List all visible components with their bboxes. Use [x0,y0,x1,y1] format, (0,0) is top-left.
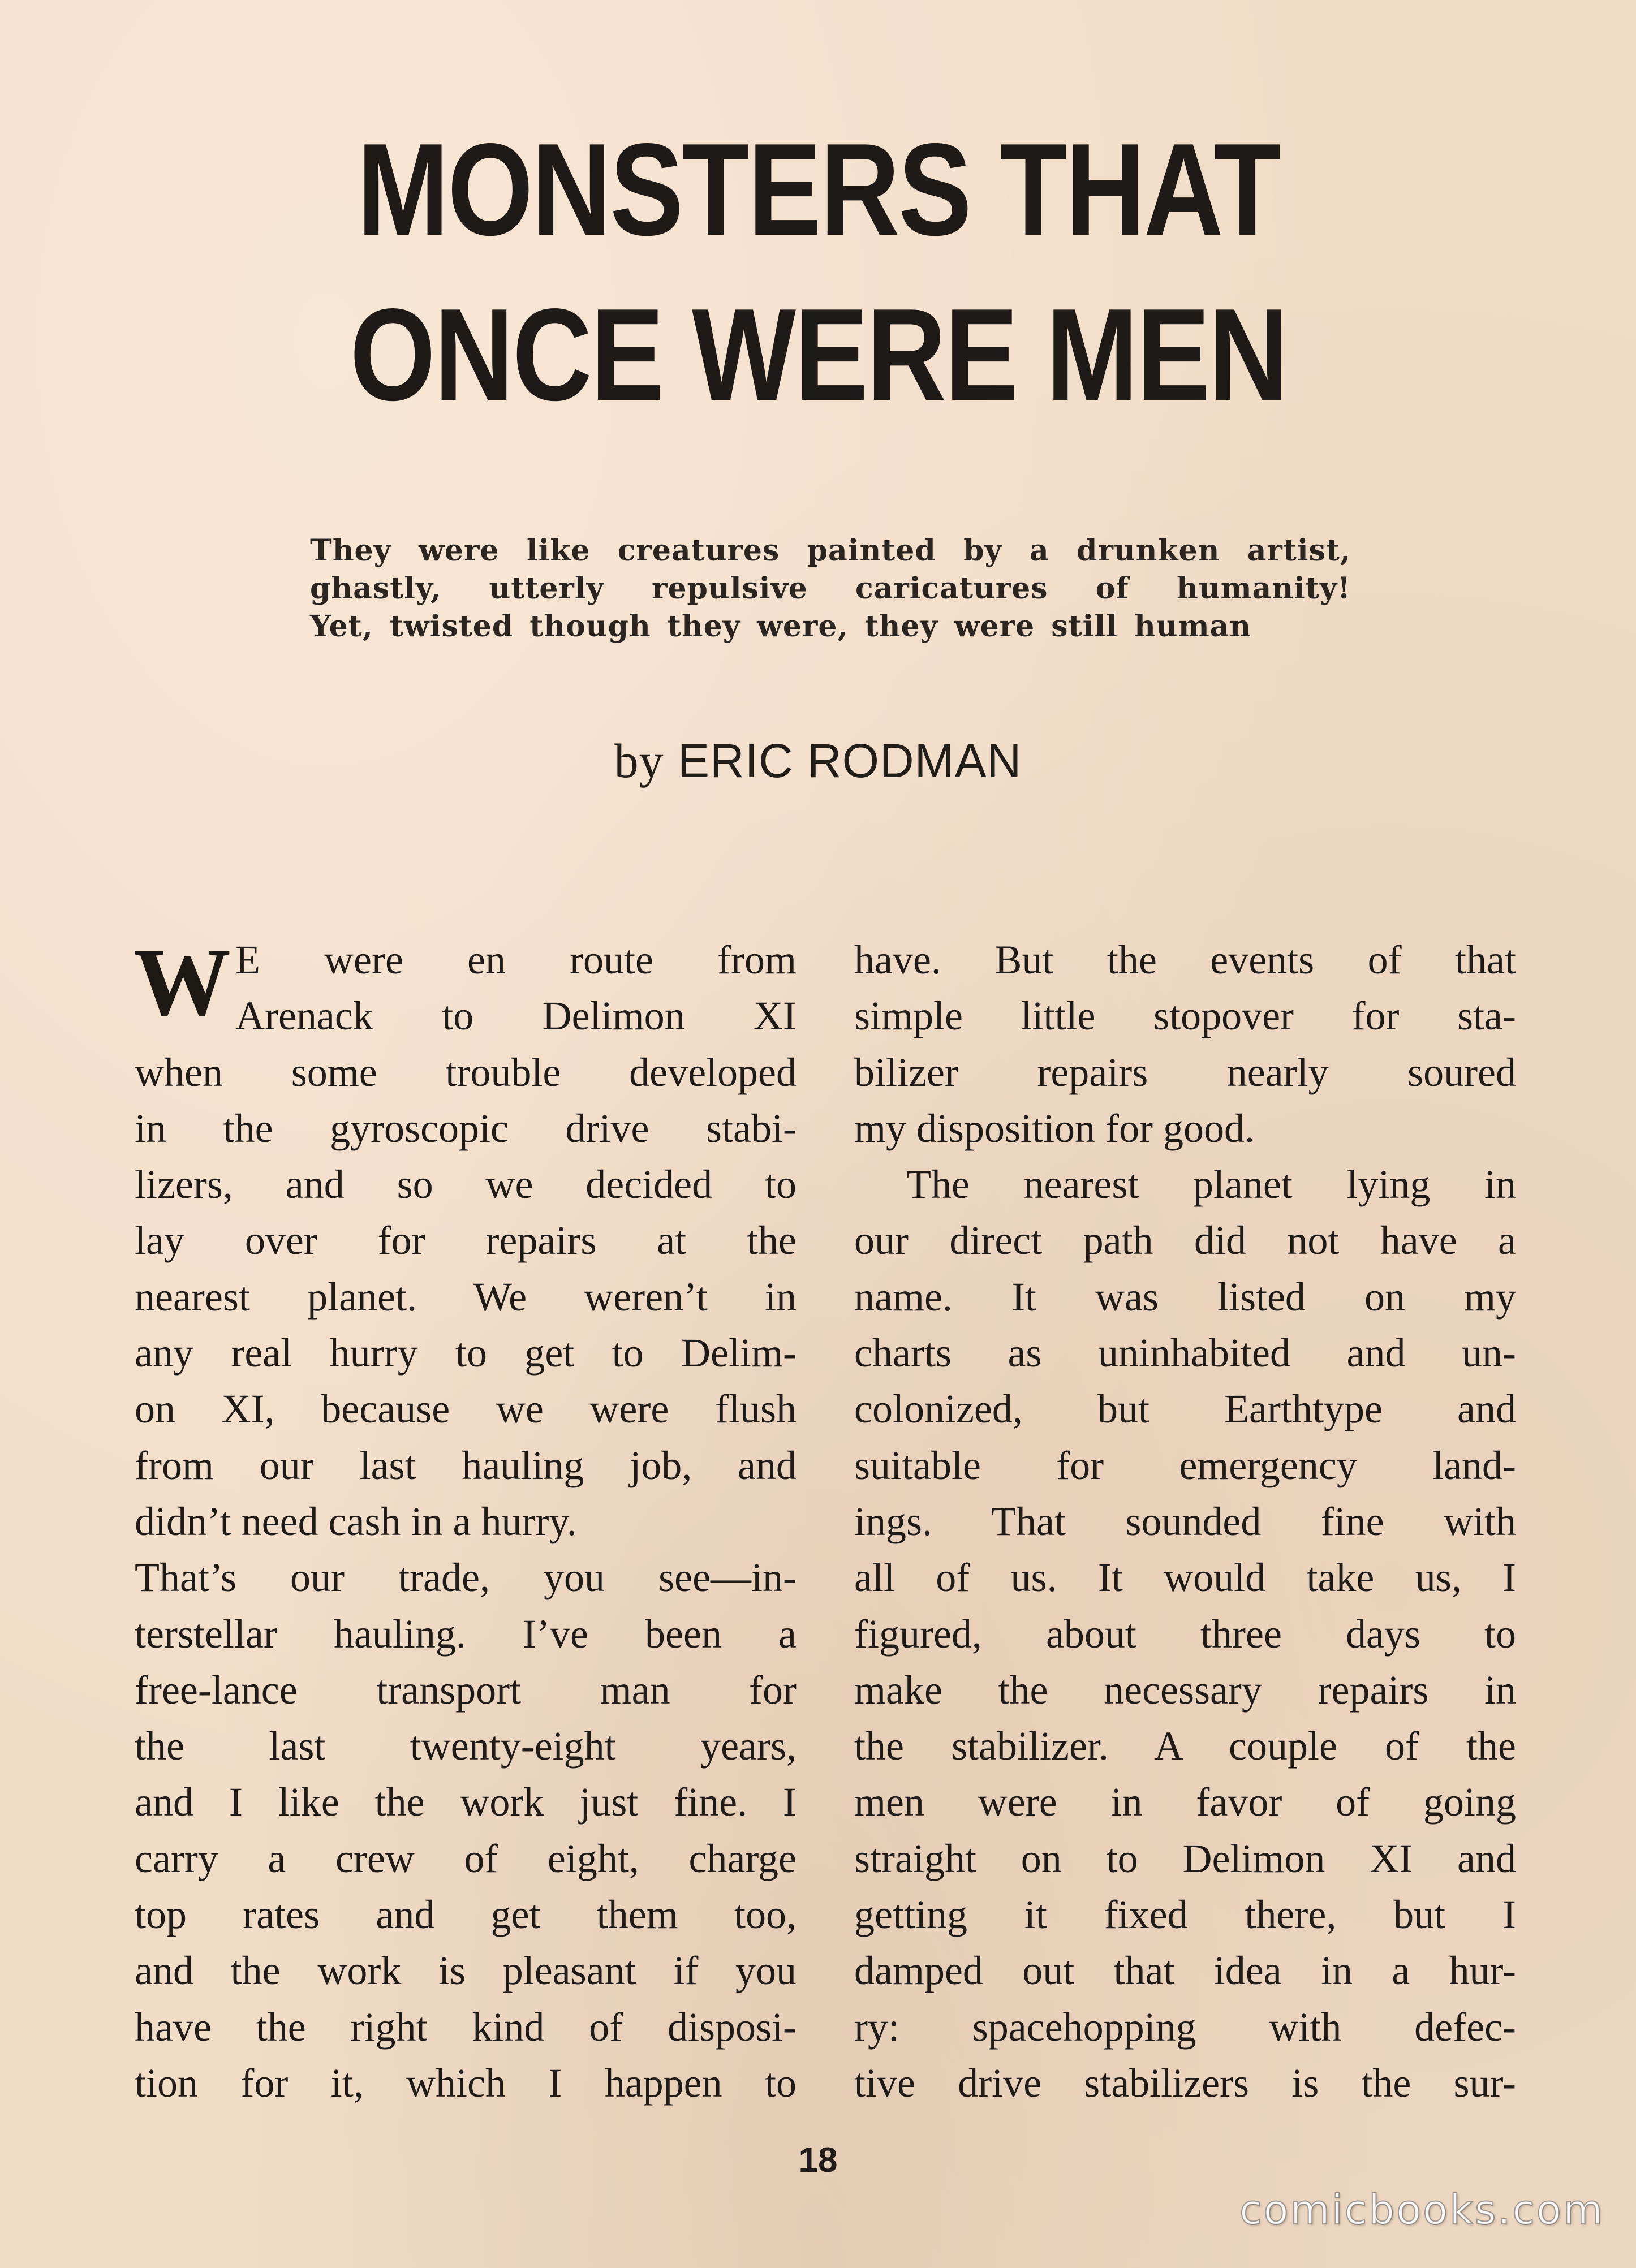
body-line: free-lance transport man for [135,1667,797,1713]
story-blurb [310,532,1351,645]
story-title [131,107,1505,438]
body-line: charts as uninhabited and un- [854,1330,1516,1376]
right-text-column [854,932,1516,2111]
page-number: 18 [798,2141,838,2180]
body-line: our direct path did not have a [854,1218,1516,1264]
body-line: lay over for repairs at the [135,1218,797,1264]
body-line: The nearest planet lying in [906,1162,1516,1208]
body-line: men were in favor of going [854,1779,1516,1825]
byline-by: by [614,734,664,788]
body-line: straight on to Delimon XI and [854,1835,1516,1881]
body-line: in the gyroscopic drive stabi- [135,1105,797,1151]
body-line: Arenack to Delimon XI [235,993,797,1039]
body-line: figured, about three days to [854,1611,1516,1657]
body-line: getting it fixed there, but I [854,1892,1516,1938]
body-line: when some trouble developed [135,1049,797,1095]
left-text-column [134,929,797,2111]
body-line: the last twenty-eight years, [135,1723,797,1769]
body-line: any real hurry to get to Delim- [135,1330,797,1376]
body-line: on XI, because we were flush [135,1386,797,1432]
body-line: tive drive stabilizers is the sur- [854,2060,1516,2106]
drop-cap: W [134,929,231,1036]
body-line: carry a crew of eight, charge [135,1835,797,1881]
body-line: suitable for emergency land- [854,1442,1516,1488]
body-line: That’s our trade, you see—in- [135,1555,797,1601]
site-watermark: comicbooks.com [1239,2186,1604,2233]
body-line: simple little stopover for sta- [854,993,1516,1039]
blurb-line-1: They were like creatures painted by a drunken artist, [310,533,1351,568]
blurb-line-3: Yet, twisted though they were, they were still human [310,609,1252,644]
body-line: and I like the work just fine. I [135,1779,797,1825]
body-line: damped out that idea in a hur- [854,1948,1516,1994]
body-line: lizers, and so we decided to [135,1162,797,1208]
body-line: top rates and get them too, [135,1892,797,1938]
body-line: didn’t need cash in a hurry. [135,1498,577,1544]
blurb-line-2: ghastly, utterly repulsive caricatures of humanity! [310,571,1351,606]
body-line: nearest planet. We weren’t in [135,1274,797,1320]
body-line: ings. That sounded fine with [854,1498,1516,1544]
body-line: have. But the events of that [854,937,1516,982]
body-line: my disposition for good. [854,1105,1255,1151]
body-line: have the right kind of disposi- [135,2004,797,2050]
author-byline [0,732,1636,789]
story-title-line-2: ONCE WERE MEN [350,282,1287,428]
story-title-line-1: MONSTERS THAT [357,117,1280,263]
body-line: name. It was listed on my [854,1274,1516,1320]
body-line: from our last hauling job, and [135,1442,797,1488]
body-line: bilizer repairs nearly soured [854,1049,1516,1095]
body-line: all of us. It would take us, I [854,1555,1516,1601]
body-line: tion for it, which I happen to [135,2060,797,2106]
body-line: the stabilizer. A couple of the [854,1723,1516,1769]
author-name: ERIC RODMAN [677,734,1022,787]
body-line: make the necessary repairs in [854,1667,1516,1713]
body-line: ry: spacehopping with defec- [854,2004,1516,2050]
body-line: colonized, but Earthtype and [854,1386,1516,1432]
body-line: terstellar hauling. I’ve been a [135,1611,797,1657]
body-line: E were en route from [235,937,797,982]
body-line: and the work is pleasant if you [135,1948,797,1994]
